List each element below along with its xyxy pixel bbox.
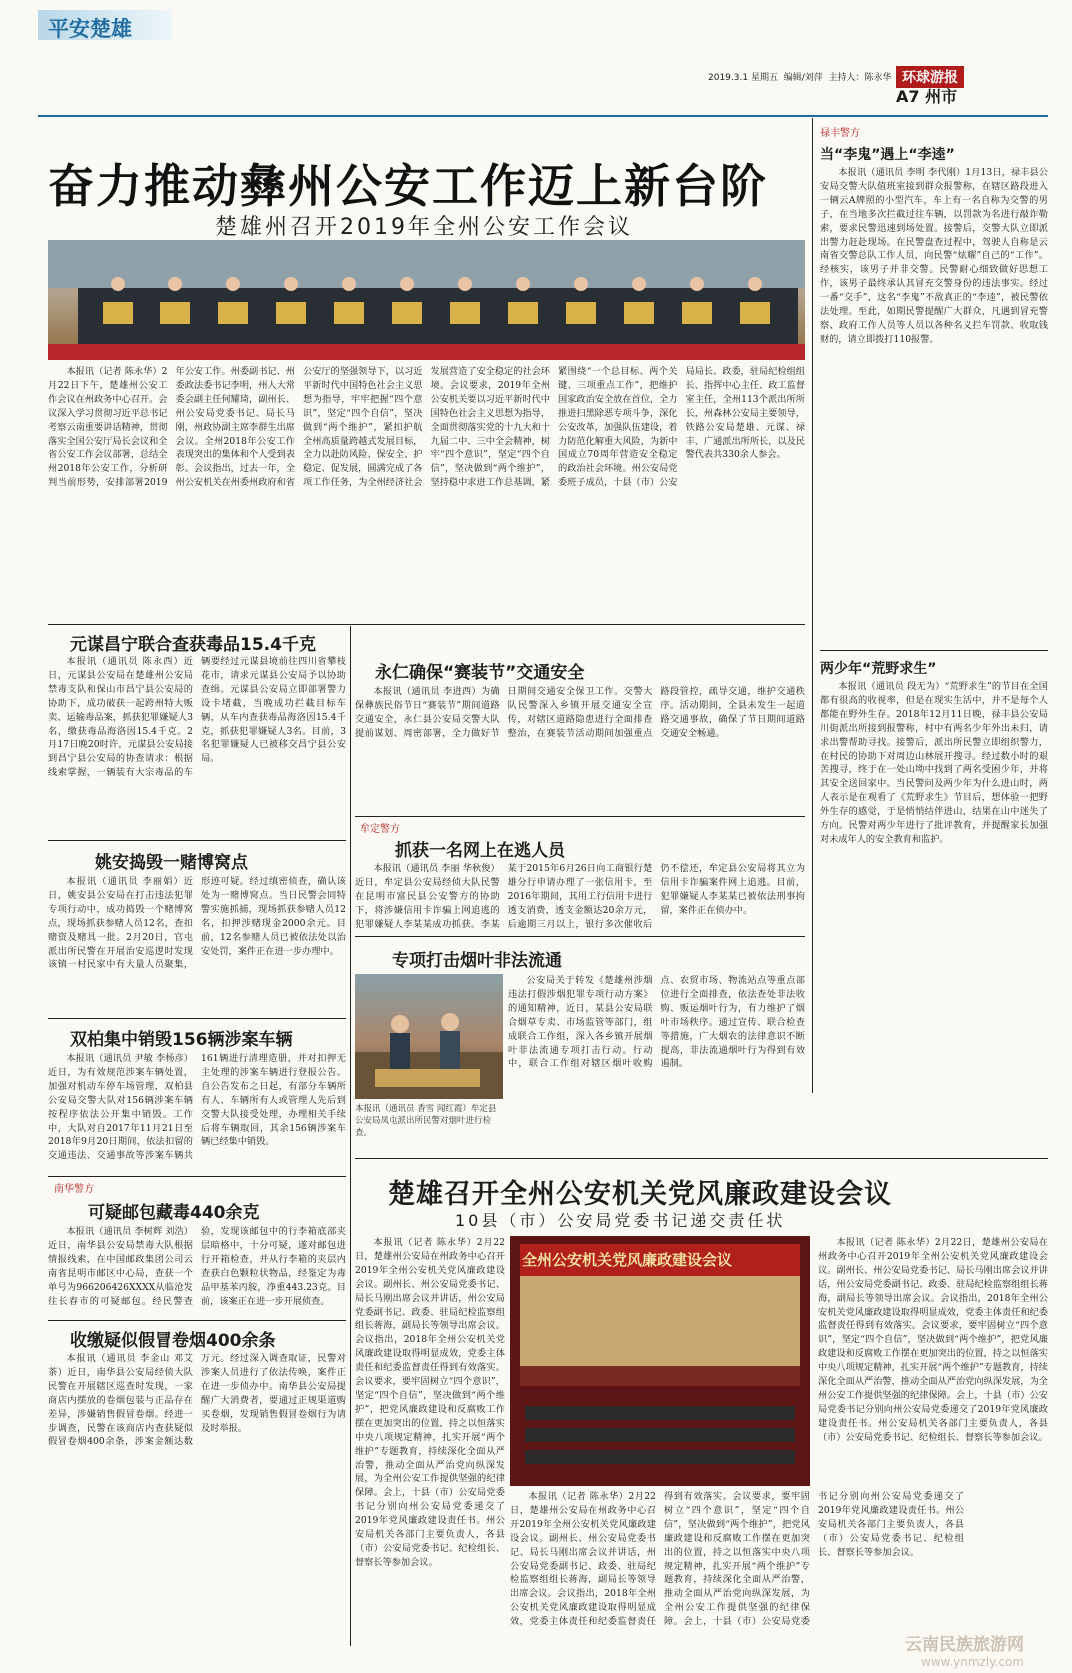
sidebar-story1-title: 当“李鬼”遇上“李逵” bbox=[820, 147, 955, 163]
sidebar-story1-body: 本报讯（通讯员 李明 李代刚）1月13日，禄丰县公安局交警大队值班室接到群众报警称，在辖区路段进入一辆云A牌照的小型汽车，车上有一名自称为交警的男子，在当地多次拦截过往车辆，以罚款为名进行敲诈勒索，要求民警迅速到场处置。接警后，交警大队立即派出警力赶赴现场。在民警盘查过程中，驾驶人自称是云南省交警总队工作人员，向民警“炫耀”自己的“工作”。经核实，该男子并非交警。民警耐心细致做好思想工作，该男子最终承认其冒充交警身份的违法事实。经过一番“交手”，这名“李鬼”不敌真正的“李逵”，被民警依法处理。至此，如期民警提醒广大群众，凡遇到冒充警察、政府工作人员等人员以各种名义拦车罚款、收取钱财的，请立即拨打110报警。 bbox=[820, 167, 1048, 345]
watermark-url: www.ynmzly.com bbox=[920, 1655, 1024, 1669]
sidebar-story2-body: 本报讯（通讯员 段无为）“荒野求生”的节目在全国都有很高的收视率，但是在现实生活中，并不是每个人都能在野外生存。2018年12月11日晚，禄丰县公安局川街派出所接到报警称，村中有两名少年外出未归，请求出警帮助寻找。接警后，派出所民警立即组织警力，在村民的协助下对周边山林展开搜寻。经过数小时的艰苦搜寻，终于在一处山坳中找到了两名受困少年，并将其安全送回家中。当民警问及两少年为什么进山时，两人表示是在观看了《荒野求生》节目后，想体验一把野外生存的感觉，于是悄悄结伴进山，结果在山中迷失了方向。民警对两少年进行了批评教育，并提醒家长加强对未成年人的安全教育和监护。 bbox=[820, 681, 1048, 845]
second-subhead: 10县（市）公安局党委书记递交责任状 bbox=[455, 1211, 786, 1230]
sidebar-tag: 禄丰警方 bbox=[820, 128, 860, 139]
divider bbox=[48, 840, 346, 841]
story-title: 抓获一名网上在逃人员 bbox=[395, 841, 565, 861]
story-body: 本报讯（通讯员 李金山 邓艾茶）近日，南华县公安局经侦大队民警在开展辖区巡查时发现，一家商店内摆放的卷烟包装与正品存在差异，涉嫌销售假冒卷烟。经进一步调查，民警在该商店内查获疑似假冒卷烟400余条，涉案金额达数万元。经过深入调查取证，民警对涉案人员进行了依法传唤，案件正在进一步侦办中。南华县公安局提醒广大消费者，要通过正规渠道购买卷烟，发现销售假冒卷烟行为请及时举报。 bbox=[48, 1353, 346, 1448]
lead-photo bbox=[48, 240, 805, 360]
tobacco-photo bbox=[355, 974, 503, 1099]
conference-photo bbox=[510, 1236, 810, 1486]
divider bbox=[48, 624, 805, 625]
divider bbox=[355, 816, 805, 817]
story-body: 本报讯（通讯员 尹敏 李杨彦）近日，为有效规范涉案车辆处置，加强对机动车停车场管理，双柏县公安局交警大队对156辆涉案车辆按程序依法公开集中销毁。工作中，大队对自2017年11月21日至2018年9月20日期间，依法扣留的交通违法、交通事故等涉案车辆共161辆进行清理造册，并对扣押无主处理的涉案车辆进行登报公告。自公告发布之日起，有部分车辆所有人、车辆所有人或管理人先后到交警大队接受处理，办理相关手续后将车辆取回，其余156辆涉案车辆已经集中销毁。 bbox=[48, 1053, 346, 1162]
story-title: 元谋昌宁联合查获毒品15.4千克 bbox=[70, 635, 316, 655]
sidebar-divider bbox=[812, 118, 813, 1093]
second-body-right: 本报讯（记者 陈永华）2月22日，楚雄州公安局在州政务中心召开2019年全州公安机关党风廉政建设会议。副州长、州公安局党委书记、局长马刚出席会议并讲话，州公安局党委副书记、政委、驻局纪检监察组组长蒋海，副局长等领导出席会议。会议指出，2018年全州公安机关党风廉政建设取得明显成效，党委主体责任和纪委监督责任得到有效落实。会议要求，要牢固树立“四个意识”，坚定“四个自信”，坚决做到“两个维护”，把党风廉政建设和反腐败工作摆在更加突出的位置，持之以恒落实中央八项规定精神，扎实开展“两个维护”专题教育，持续深化全面从严治警，推动全面从严治党向纵深发展，为全州公安工作提供坚强的纪律保障。会上，十县（市）公安局党委书记分别向州公安局党委递交了2019年党风廉政建设责任书。州公安局机关各部门主要负责人，各县（市）公安局党委书记、纪检组长、督察长等参加会议。 bbox=[818, 1237, 1048, 1443]
tobacco-inspection-photo bbox=[355, 974, 503, 1099]
story-body: 公安局关于转发《楚雄州涉烟违法打假涉烟犯罪专项行动方案》的通知精神，近日，某县公安局联合烟草专卖、市场监管等部门，组成联合工作组，深入各乡镇开展烟叶非法流通专项打击行动。行动中，联合工作组对辖区烟叶收购点、农贸市场、物流站点等重点部位进行全面排查，依法查处非法收购、贩运烟叶行为，有力维护了烟叶市场秩序。通过宣传、联合检查等措施，广大烟农的法律意识不断提高，非法流通烟叶行为得到有效遏制。 bbox=[508, 975, 805, 1070]
divider bbox=[48, 1176, 346, 1177]
divider bbox=[355, 936, 805, 937]
divider bbox=[48, 1018, 346, 1019]
story-title: 双柏集中销毁156辆涉案车辆 bbox=[70, 1030, 293, 1050]
photo-caption: 本报讯（通讯员 香雪 闻红霞）牟定县公安局凤屯派出所民警对烟叶进行检查。 bbox=[355, 1104, 497, 1138]
story-body: 本报讯（通讯员 李进西）为确保彝族民俗节日“赛装节”期间道路交通安全，永仁县公安局交警大队提前谋划、周密部署，全力做好节日期间交通安全保卫工作。交警大队民警深入乡镇开展交通安全宣传，对辖区道路隐患进行全面排查整治，在赛装节活动期间加强重点路段管控，疏导交通，维护交通秩序。活动期间，全县未发生一起道路交通事故，确保了节日期间道路交通安全畅通。 bbox=[355, 686, 805, 739]
date-line bbox=[708, 70, 891, 83]
section-title: 平安楚雄 bbox=[48, 17, 132, 41]
date: 2019.3.1 星期五 bbox=[708, 73, 778, 83]
page-number: A7 州市 bbox=[896, 87, 958, 106]
story-body: 本报讯（通讯员 李丽娟）近日，姚安县公安局在打击违法犯罪专项行动中，成功捣毁一个赌博窝点，现场抓获参赌人员12名，查扣赌资及赌具一批。2月20日，官屯派出所民警在开展治安巡逻时发现该镇一村民家中有大量人员聚集，形迹可疑。经过缜密侦查，确认该处为一赌博窝点。当日民警会同特警实施抓捕，现场抓获参赌人员12名，扣押涉赌现金2000余元。目前，12名参赌人员已被依法处以治安处罚，案件正在进一步办理中。 bbox=[48, 876, 346, 971]
story-title: 姚安捣毁一赌博窝点 bbox=[95, 853, 248, 873]
stage-banner-text: 全州公安机关党风廉政建设会议 bbox=[522, 1251, 733, 1269]
header-rule bbox=[38, 115, 1048, 117]
story-title: 可疑邮包藏毒440余克 bbox=[88, 1203, 260, 1223]
divider bbox=[355, 1158, 1048, 1159]
conference-hall-photo bbox=[510, 1236, 810, 1486]
story-title: 永仁确保“赛装节”交通安全 bbox=[375, 663, 585, 683]
sidebar-story2-title: 两少年“荒野求生” bbox=[820, 661, 937, 677]
story-body: 本报讯（通讯员 李丽 华秋俊）近日，牟定县公安局经侦大队民警在昆明市富民县公安警方的协助下，将涉嫌信用卡诈骗上网追逃的犯罪嫌疑人李某某成功抓获。李某某于2015年6月26日向工商银行楚雄分行申请办理了一张信用卡，至2016年期间，其用工行信用卡进行透支消费，透支金额达20余万元，后逾期三月以上，银行多次催收后仍不偿还，牟定县公安局将其立为信用卡诈骗案件网上追逃。目前，犯罪嫌疑人李某某已被依法刑事拘留，案件正在侦办中。 bbox=[355, 863, 805, 930]
host: 主持人：陈永华 bbox=[828, 73, 892, 83]
story-tag: 南华警方 bbox=[54, 1184, 94, 1195]
divider bbox=[48, 1320, 346, 1321]
second-headline: 楚雄召开全州公安机关党风廉政建设会议 bbox=[388, 1179, 892, 1210]
story-body: 本报讯（通讯员 李树辉 刘浩）近日，南华县公安局禁毒大队根据情报线索，在中国邮政集团公司云南省昆明市邮区中心局，查获一个单号为966206426XXXX从临沧发往长春市的可疑邮包。经民警查验，发现该邮包中的行李箱底部夹层暗格中，十分可疑，遂对邮包进行开箱检查，并从行李箱的夹层内查获白色颗粒状物品，经鉴定为毒品甲基苯丙胺，净重443.23克。目前，该案正在进一步开展侦查。 bbox=[48, 1226, 346, 1307]
story-body: 本报讯（通讯员 陈永西）近日，元谋县公安局在楚雄州公安局禁毒支队和保山市昌宁县公安局的协助下，成功破获一起跨州特大贩卖、运输毒品案，抓获犯罪嫌疑人3名，缴获毒品海洛因15.4千克。2月17日晚20时许，元谋县公安局接到昌宁县公安局的协查请求：根据线索掌握，一辆装有大宗毒品的车辆要经过元谋县境前往四川省攀枝花市，请求元谋县公安局予以协助查缉。元谋县公安局立即部署警力设卡堵截，当晚成功拦截目标车辆，从车内查获毒品海洛因15.4千克，抓获犯罪嫌疑人3名。目前，3名犯罪嫌疑人已被移交昌宁县公安局。 bbox=[48, 656, 346, 779]
second-body-left: 本报讯（记者 陈永华）2月22日，楚雄州公安局在州政务中心召开2019年全州公安机关党风廉政建设会议。副州长、州公安局党委书记、局长马刚出席会议并讲话，州公安局党委副书记、政委、驻局纪检监察组组长蒋海，副局长等领导出席会议。会议指出，2018年全州公安机关党风廉政建设取得明显成效，党委主体责任和纪委监督责任得到有效落实。会议要求，要牢固树立“四个意识”，坚定“四个自信”，坚决做到“两个维护”，把党风廉政建设和反腐败工作摆在更加突出的位置，持之以恒落实中央八项规定精神，扎实开展“两个维护”专题教育，持续深化全面从严治警，推动全面从严治党向纵深发展，为全州公安工作提供坚强的纪律保障。会上，十县（市）公安局党委书记分别向州公安局党委递交了2019年党风廉政建设责任书。州公安局机关各部门主要负责人，各县（市）公安局党委书记、纪检组长、督察长等参加会议。 bbox=[355, 1237, 505, 1568]
second-body-mid: 本报讯（记者 陈永华）2月22日，楚雄州公安局在州政务中心召开2019年全州公安机关党风廉政建设会议。副州长、州公安局党委书记、局长马刚出席会议并讲话，州公安局党委副书记、政委、驻局纪检监察组组长蒋海，副局长等领导出席会议。会议指出，2018年全州公安机关党风廉政建设取得明显成效，党委主体责任和纪委监督责任得到有效落实。会议要求，要牢固树立“四个意识”，坚定“四个自信”，坚决做到“两个维护”，把党风廉政建设和反腐败工作摆在更加突出的位置，持之以恒落实中央八项规定精神，扎实开展“两个维护”专题教育，持续深化全面从严治警，推动全面从严治党向纵深发展，为全州公安工作提供坚强的纪律保障。会上，十县（市）公安局党委书记分别向州公安局党委递交了2019年党风廉政建设责任书。州公安局机关各部门主要负责人，各县（市）公安局党委书记、纪检组长、督察长等参加会议。 bbox=[510, 1491, 964, 1628]
award-ceremony-photo bbox=[48, 240, 805, 360]
brand-logo: 环球游报 bbox=[896, 66, 964, 88]
story-title: 专项打击烟叶非法流通 bbox=[392, 951, 562, 971]
lead-subhead: 楚雄州召开2019年全州公安工作会议 bbox=[215, 215, 633, 240]
watermark-title: 云南民族旅游网 bbox=[905, 1635, 1024, 1655]
story-title: 收缴疑似假冒卷烟400余条 bbox=[70, 1331, 276, 1351]
editor: 编辑/刘萍 bbox=[783, 73, 823, 83]
column-divider bbox=[350, 626, 351, 1646]
divider bbox=[820, 650, 1048, 651]
watermark bbox=[905, 1630, 1024, 1669]
lead-headline: 奋力推动彝州公安工作迈上新台阶 bbox=[48, 159, 768, 213]
lead-body: 本报讯（记者 陈永华）2月22日下午，楚雄州公安工作会议在州政务中心召开。会议深入学习贯彻习近平总书记考察云南重要讲话精神，贯彻落实全国公安厅局长会议和全省公安工作会议部署，总结全州2018年公安工作，分析研判当前形势，安排部署2019年公安工作。州委副书记、州委政法委书记李明，州人大常委会副主任何耀琦，副州长、州公安局党委书记、局长马刚，州政协副主席李群生出席会议。全州2018年公安工作表现突出的集体和个人受到表彰。会议指出，过去一年，全州公安机关在州委州政府和省公安厅的坚强领导下，以习近平新时代中国特色社会主义思想为指导，牢牢把握“四个意识”，坚定“四个自信”，坚决做到“两个维护”，紧扣护航全州高质量跨越式发展目标，全力以赴防风险、保安全、护稳定、促发展，圆满完成了各项工作任务，为全州经济社会发展营造了安全稳定的社会环境。会议要求，2019年全州公安机关要以习近平新时代中国特色社会主义思想为指导，全面贯彻落实党的十九大和十九届二中、三中全会精神，树牢“四个意识”，坚定“四个自信”，坚决做到“两个维护”，坚持稳中求进工作总基调，紧紧围绕“一个总目标、两个关键、三项重点工作”，把维护国家政治安全放在首位，全力推进扫黑除恶专项斗争，深化公安改革，加强队伍建设，着力防范化解重大风险，为新中国成立70周年营造安全稳定的政治社会环境。州公安局党委班子成员，十县（市）公安局局长、政委，驻局纪检组组长、指挥中心主任、政工监督室主任，全州113个派出所所长，州森林公安局主要领导，铁路公安局楚雄、元谋、禄丰、广通派出所所长，以及民警代表共330余人参会。 bbox=[48, 366, 805, 489]
story-tag: 牟定警方 bbox=[360, 824, 400, 835]
